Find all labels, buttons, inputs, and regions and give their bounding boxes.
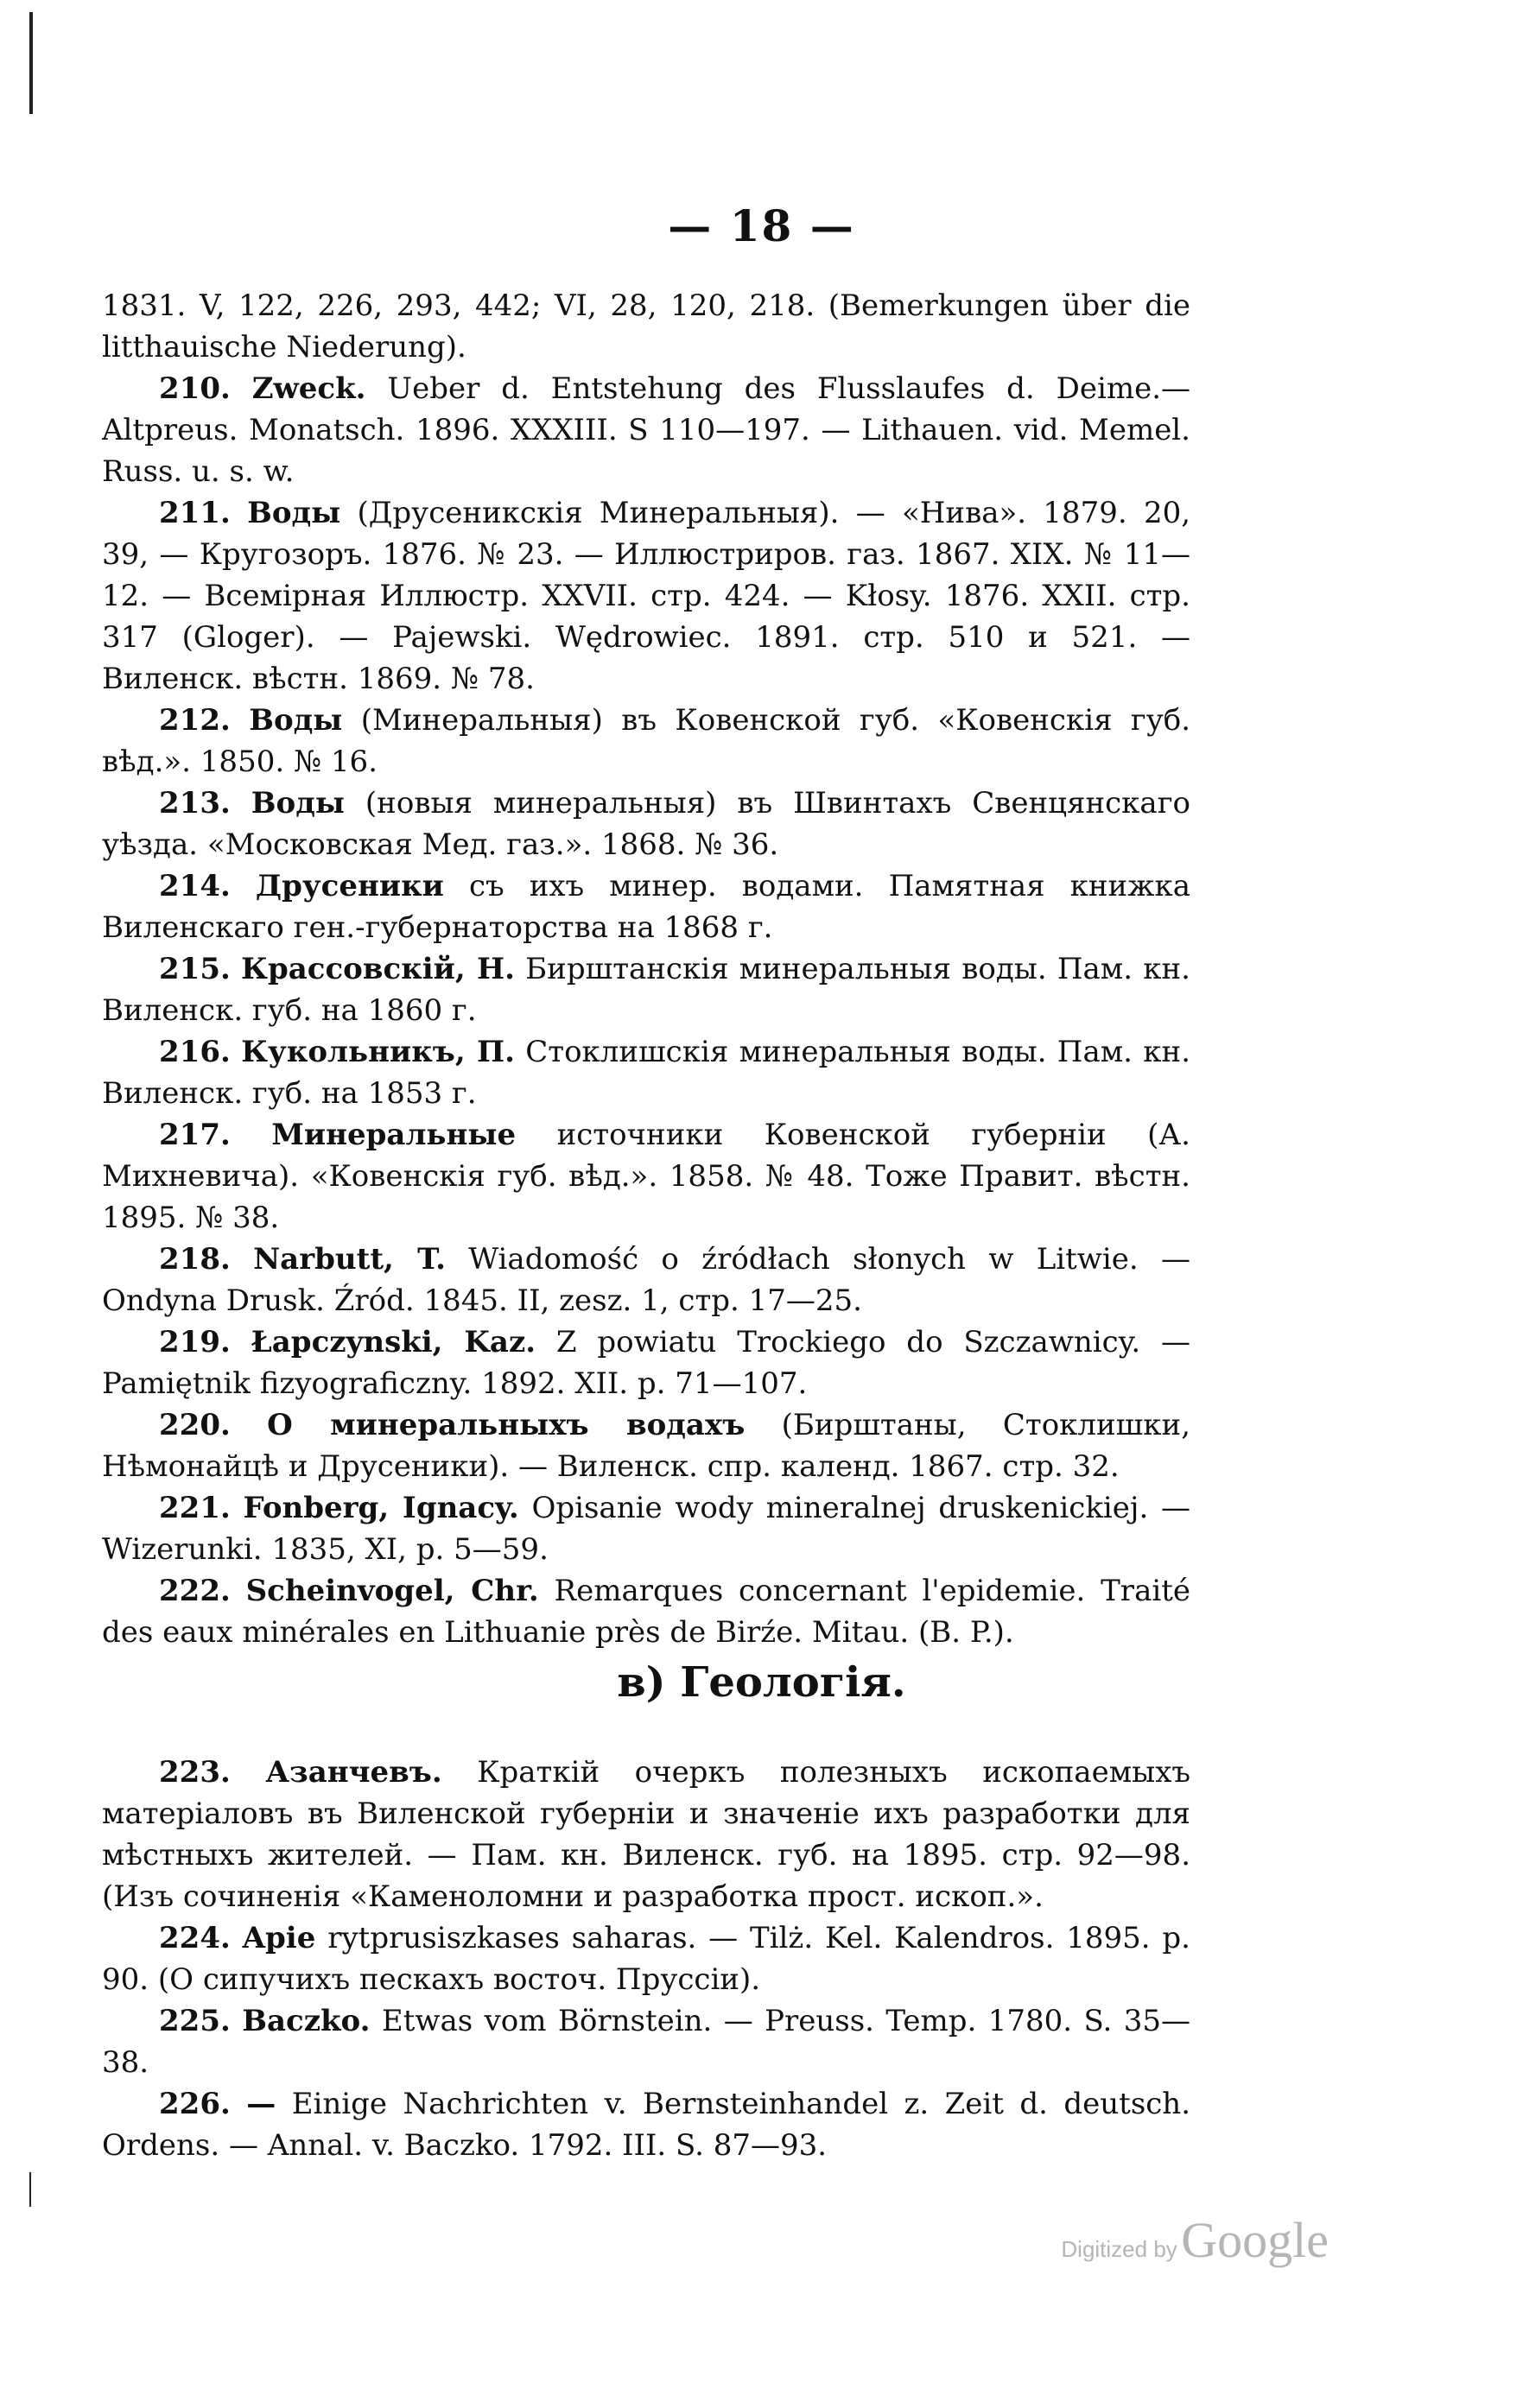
entry-number: 212. [159,703,231,738]
entry-author: Друсеники [255,869,444,903]
left-margin-mark [29,12,33,114]
entry-author: Воды [247,496,341,530]
entry-text: Краткій очеркъ полезныхъ ископаемыхъ матеріаловъ въ Виленской губерніи и значеніе ихъ разработки для мѣстныхъ жителей. — Пам. кн. Виленск. губ. на 1895. стр. 92—98. (Изъ сочиненія «Каменоломни и разработка прост. ископ.». [102,1755,1191,1914]
bibliography-entry [102,1321,1190,1404]
entry-author: Воды [251,786,345,821]
entry-number: 226. [159,2087,231,2121]
bibliography-entry [102,1570,1190,1653]
entry-author: Воды [249,703,343,738]
bibliography-entry [102,492,1190,700]
watermark-prefix: Digitized by [1061,2236,1177,2262]
entry-number: 224. [159,1921,231,1955]
entry-number: 220. [159,1408,231,1442]
entry-author: Apie [242,1921,316,1955]
entry-text: (Бирштаны, Стоклишки, Нѣмонайцѣ и Друсеники). — Виленск. спр. календ. 1867. стр. 32. [102,1408,1191,1484]
entry-text: Einige Nachrichten v. Bernsteinhandel z. Zeit d. deutsch. Ordens. — Annal. v. Baczko. 1792. III. S. 87—93. [102,2087,1191,2163]
bibliography-entry [102,2000,1190,2083]
entry-number: 215. [159,952,231,986]
entry-text: Opisanie wody mineralnej druskenickiej. — Wizerunki. 1835, XI, p. 5—59. [102,1491,1190,1567]
entry-text: Ueber d. Entstehung des Flusslaufes d. Deime.— Altpreus. Monatsch. 1896. XXXIII. S 110—197. — Lithauen. vid. Memel. Russ. u. s. w. [102,371,1191,489]
entry-text: (Друсеникскія Минеральныя). — «Нива». 1879. 20, 39, — Кругозоръ. 1876. № 23. — Иллюстриров. газ. 1867. XIX. № 11—12. — Всемірная Иллюстр. XXVII. стр. 424. — Kłosy. 1876. XXII. стр. 317 (Gloger). — Pajewski. Wędrowiec. 1891. стр. 510 и 521. — Виленск. вѣстн. 1869. № 78. [102,496,1191,696]
bibliography-entry [102,700,1190,783]
entry-author: О минеральныхъ водахъ [267,1408,746,1442]
entry-number: 221. [159,1491,231,1525]
bibliography-entry [102,783,1190,865]
bibliography-entry [102,368,1190,492]
entry-number: 217. [159,1118,231,1152]
entry-number: 219. [159,1325,231,1359]
entry-text: 1831. V, 122, 226, 293, 442; VI, 28, 120, 218. (Bemerkungen über die litthauische Niederung). [102,288,1190,364]
entry-text: rytprusiszkases saharas. — Tilż. Kel. Kalendros. 1895. p. 90. (О сипучихъ пескахъ восточ. Пруссіи). [102,1921,1190,1997]
entry-author: Fonberg, Ignacy. [243,1491,519,1525]
entry-number: 214. [159,869,231,903]
entry-number: 216. [159,1035,231,1069]
entry-number: 213. [159,786,231,821]
bibliography-entry [102,1239,1190,1321]
page-number: — 18 — [668,200,855,251]
bibliography-entry [102,1031,1190,1114]
bibliography-entry [102,1487,1190,1570]
entry-text: съ ихъ минер. водами. Памятная книжка Виленскаго ген.-губернаторства на 1868 г. [102,869,1191,945]
bibliography-entry [102,948,1190,1031]
entry-author: Scheinvogel, Chr. [245,1574,539,1608]
entry-number: 218. [159,1242,231,1277]
entry-author: Narbutt, T. [253,1242,446,1277]
left-margin-mark-lower [29,2172,31,2207]
entry-author: Кукольникъ, П. [241,1035,515,1069]
entry-text: Бирштанскія минеральныя воды. Пам. кн. Виленск. губ. на 1860 г. [102,952,1190,1028]
watermark-brand: Google [1181,2212,1329,2268]
bibliography-entries [102,285,1190,1653]
entry-number: 223. [159,1755,231,1790]
bibliography-entry [102,1917,1190,2000]
entry-number: 211. [159,496,231,530]
entry-author: Минеральные [271,1118,517,1152]
entry-text: Стоклишскія минеральныя воды. Пам. кн. Виленск. губ. на 1853 г. [102,1035,1191,1111]
entry-author: Крассовскій, Н. [241,952,515,986]
bibliography-entry [102,865,1190,948]
section-heading: в) Геологія. [617,1658,906,1707]
bibliography-entry [102,2083,1190,2166]
entry-author: Baczko. [242,2004,371,2038]
entry-text: источники Ковенской губерніи (А. Михневича). «Ковенскія губ. вѣд.». 1858. № 48. Тоже Правит. вѣстн. 1895. № 38. [102,1118,1190,1235]
entry-text: (Минеральныя) въ Ковенской губ. «Ковенскія губ. вѣд.». 1850. № 16. [102,703,1191,779]
bibliography-entries-geology [102,1752,1190,2166]
entry-text: Remarques concernant l'epidemie. Traité des eaux minérales en Lithuanie près de Birźe. Mitau. (B. P.). [102,1574,1190,1650]
entry-author: Азанчевъ. [265,1755,442,1790]
entry-text: Wiadomość o źródłach słonych w Litwie. — Ondyna Drusk. Źród. 1845. II, zesz. 1, стр. 17—25. [102,1242,1190,1318]
entry-author: — [246,2087,276,2121]
bibliography-entry [102,1752,1190,1917]
bibliography-entry [102,1404,1190,1487]
entry-text: (новыя минеральныя) въ Швинтахъ Свенцянскаго уѣзда. «Московская Мед. газ.». 1868. № 36. [102,786,1190,862]
digitized-watermark [1061,2211,1329,2269]
entry-author: Łapczynski, Kaz. [251,1325,536,1359]
entry-text: Z powiatu Trockiego do Szczawnicy. — Pamiętnik fizyograficzny. 1892. XII. p. 71—107. [102,1325,1191,1401]
entry-author: Zweck. [251,371,366,406]
bibliography-entry [102,1114,1190,1239]
entry-number: 225. [159,2004,231,2038]
bibliography-entry [102,285,1190,368]
entry-text: Etwas vom Börnstein. — Preuss. Temp. 1780. S. 35—38. [102,2004,1191,2080]
entry-number: 222. [159,1574,231,1608]
entry-number: 210. [159,371,231,406]
